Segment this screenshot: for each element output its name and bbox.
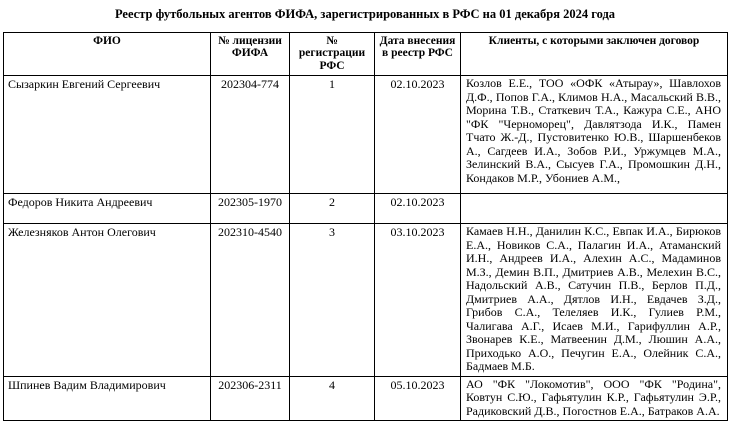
cell-fio: Железняков Антон Олегович [4, 224, 211, 377]
cell-date: 02.10.2023 [375, 194, 461, 224]
cell-date: 05.10.2023 [375, 376, 461, 421]
cell-reg-no: 3 [290, 224, 375, 377]
cell-fio: Сызаркин Евгений Сергеевич [4, 76, 211, 194]
header-license: № лицензии ФИФА [211, 33, 290, 76]
cell-date: 02.10.2023 [375, 76, 461, 194]
header-fio: ФИО [4, 33, 211, 76]
header-date: Дата внесения в реестр РФС [375, 33, 461, 76]
document-title: Реестр футбольных агентов ФИФА, зарегистрированных в РФС на 01 декабря 2024 года [114, 7, 616, 21]
cell-reg-no: 1 [290, 76, 375, 194]
cell-reg-no: 2 [290, 194, 375, 224]
cell-clients: АО "ФК "Локомотив", ООО "ФК "Родина", Ковтун С.Ю., Гафьятулин К.Р., Гафьятулин Э.Р., Радиковский Д.В., Погостнов Е.А., Батраков А.А. [461, 376, 728, 421]
cell-clients: Козлов Е.Е., ТОО «ОФК «Атырау», Шавлохов Д.Ф., Попов Г.А., Климов Н.А., Масальский В.В., Морина Т.В., Статкевич Т.А., Кажура С.Е., АНО "ФК "Черноморец", Давлятзода И.К., Памен Тчато Ж.-Д., Пустовитенко Ю.В., Шаршенбеков А., Сагдеев И.А., Зобов Р.И., Уржумцев М.А., Зелинский В.А., Сысуев Г.А., Промошкин Д.Н., Кондаков М.Р., Убониев А.М., [461, 76, 728, 194]
cell-fio: Шпинев Вадим Владимирович [4, 376, 211, 421]
cell-clients: Камаев Н.Н., Данилин К.С., Евпак И.А., Бирюков Е.А., Новиков С.А., Палагин И.А., Атаманский И.Н., Андреев И.А., Алехин А.С., Мадаминов М.З., Демин В.П., Дмитриев А.В., Мелехин В.С., Надольский А.В., Сатучин П.В., Берлов П.Д., Дмитриев А.А., Дятлов И.Н., Евдачев З.Д., Грибов С.А., Телеляев И.К., Гулиев Р.М., Чалигава А.Г., Исаев М.И., Гарифуллин А.Р., Звонарев К.Е., Матвеенин Д.М., Люшин А.А., Приходько А.О., Печугин Е.А., Олейник С.А., Бадмаев М.Б. [461, 224, 728, 377]
cell-license: 202310-4540 [211, 224, 290, 377]
table-row [4, 76, 728, 194]
header-clients: Клиенты, с которыми заключен договор [461, 33, 728, 76]
cell-fio: Федоров Никита Андреевич [4, 194, 211, 224]
table-row [4, 194, 728, 224]
agents-table [3, 32, 728, 421]
cell-license: 202306-2311 [211, 376, 290, 421]
cell-reg-no: 4 [290, 376, 375, 421]
table-header-row [4, 33, 728, 76]
cell-license: 202304-774 [211, 76, 290, 194]
cell-license: 202305-1970 [211, 194, 290, 224]
table-row [4, 224, 728, 377]
cell-date: 03.10.2023 [375, 224, 461, 377]
cell-clients [461, 194, 728, 224]
header-reg-no: № регистрации РФС [290, 33, 375, 76]
table-row [4, 376, 728, 421]
